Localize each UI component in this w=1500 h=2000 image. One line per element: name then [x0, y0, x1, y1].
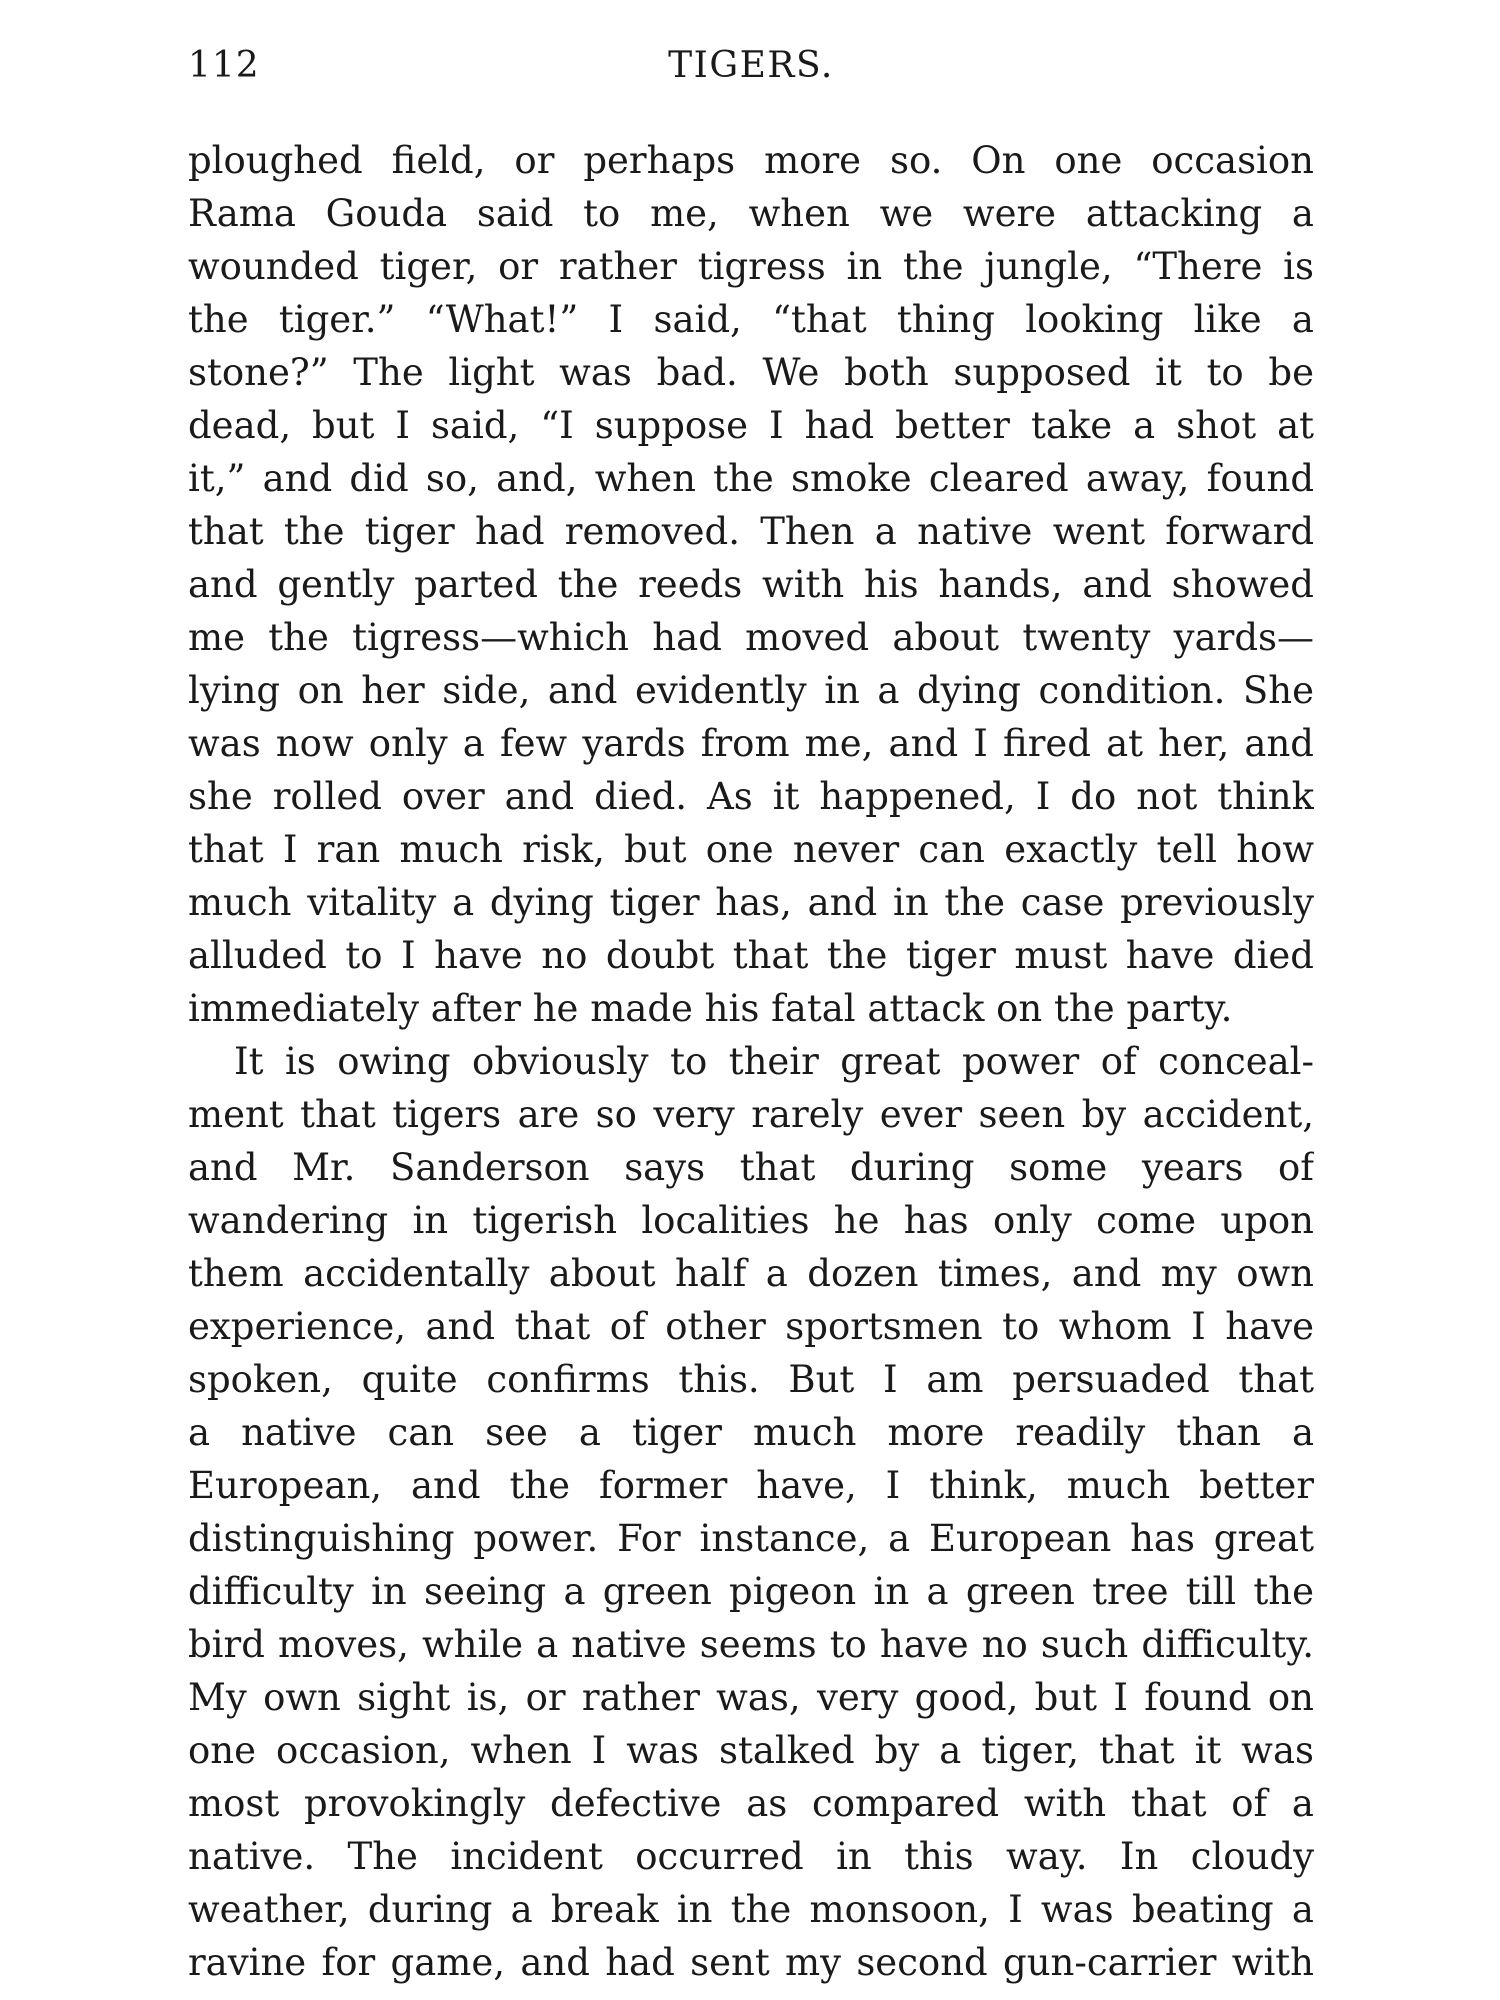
text-line: My own sight is, or rather was, very good, but I found on	[188, 1676, 1314, 1719]
text-line: ploughed field, or perhaps more so. On one occasion	[188, 139, 1314, 182]
text-line: the tiger.” “What!” I said, “that thing looking like a	[188, 298, 1314, 341]
text-line: one occasion, when I was stalked by a tiger, that it was	[188, 1729, 1314, 1772]
text-line: immediately after he made his fatal attack on the party.	[188, 987, 1233, 1030]
text-line: bird moves, while a native seems to have no such difficulty.	[188, 1623, 1314, 1666]
text-line: lying on her side, and evidently in a dying condition. She	[188, 669, 1314, 712]
text-line: and Mr. Sanderson says that during some years of	[188, 1146, 1314, 1189]
text-line: weather, during a break in the monsoon, I was beating a	[188, 1888, 1314, 1931]
body-text	[188, 134, 1314, 1989]
text-line: wandering in tigerish localities he has only come upon	[188, 1199, 1314, 1242]
text-line: distinguishing power. For instance, a European has great	[188, 1517, 1314, 1560]
text-line: difficulty in seeing a green pigeon in a green tree till the	[188, 1570, 1314, 1613]
text-line: much vitality a dying tiger has, and in the case previously	[188, 881, 1314, 924]
text-line: native. The incident occurred in this way. In cloudy	[188, 1835, 1314, 1878]
text-line: most provokingly defective as compared with that of a	[188, 1782, 1314, 1825]
text-line: Rama Gouda said to me, when we were attacking a	[188, 192, 1314, 235]
running-title: TIGERS.	[668, 45, 834, 86]
text-line: European, and the former have, I think, much better	[188, 1464, 1314, 1507]
text-line: and gently parted the reeds with his hands, and showed	[188, 563, 1314, 606]
text-line: stone?” The light was bad. We both supposed it to be	[188, 351, 1314, 394]
text-line: alluded to I have no doubt that the tiger must have died	[188, 934, 1314, 977]
text-line: it,” and did so, and, when the smoke cleared away, found	[188, 457, 1314, 500]
running-head	[188, 44, 1314, 88]
text-line: It is owing obviously to their great power of conceal-	[234, 1040, 1314, 1083]
text-line: a native can see a tiger much more readily than a	[188, 1411, 1314, 1454]
text-line: dead, but I said, “I suppose I had better take a shot at	[188, 404, 1314, 447]
text-line: wounded tiger, or rather tigress in the jungle, “There is	[188, 245, 1314, 288]
text-line: spoken, quite confirms this. But I am persuaded that	[188, 1358, 1314, 1401]
text-line: them accidentally about half a dozen times, and my own	[188, 1252, 1314, 1295]
text-line: ravine for game, and had sent my second gun-carrier with	[188, 1941, 1314, 1984]
text-line: she rolled over and died. As it happened, I do not think	[188, 775, 1314, 818]
paragraph	[188, 1035, 1314, 1989]
text-line: was now only a few yards from me, and I fired at her, and	[188, 722, 1314, 765]
text-line: that I ran much risk, but one never can exactly tell how	[188, 828, 1314, 871]
page-number: 112	[188, 45, 260, 86]
text-line: me the tigress—which had moved about twenty yards—	[188, 616, 1314, 659]
text-line: ment that tigers are so very rarely ever seen by accident,	[188, 1093, 1314, 1136]
text-line: experience, and that of other sportsmen to whom I have	[188, 1305, 1314, 1348]
text-line: that the tiger had removed. Then a native went forward	[188, 510, 1314, 553]
paragraph	[188, 134, 1314, 1035]
